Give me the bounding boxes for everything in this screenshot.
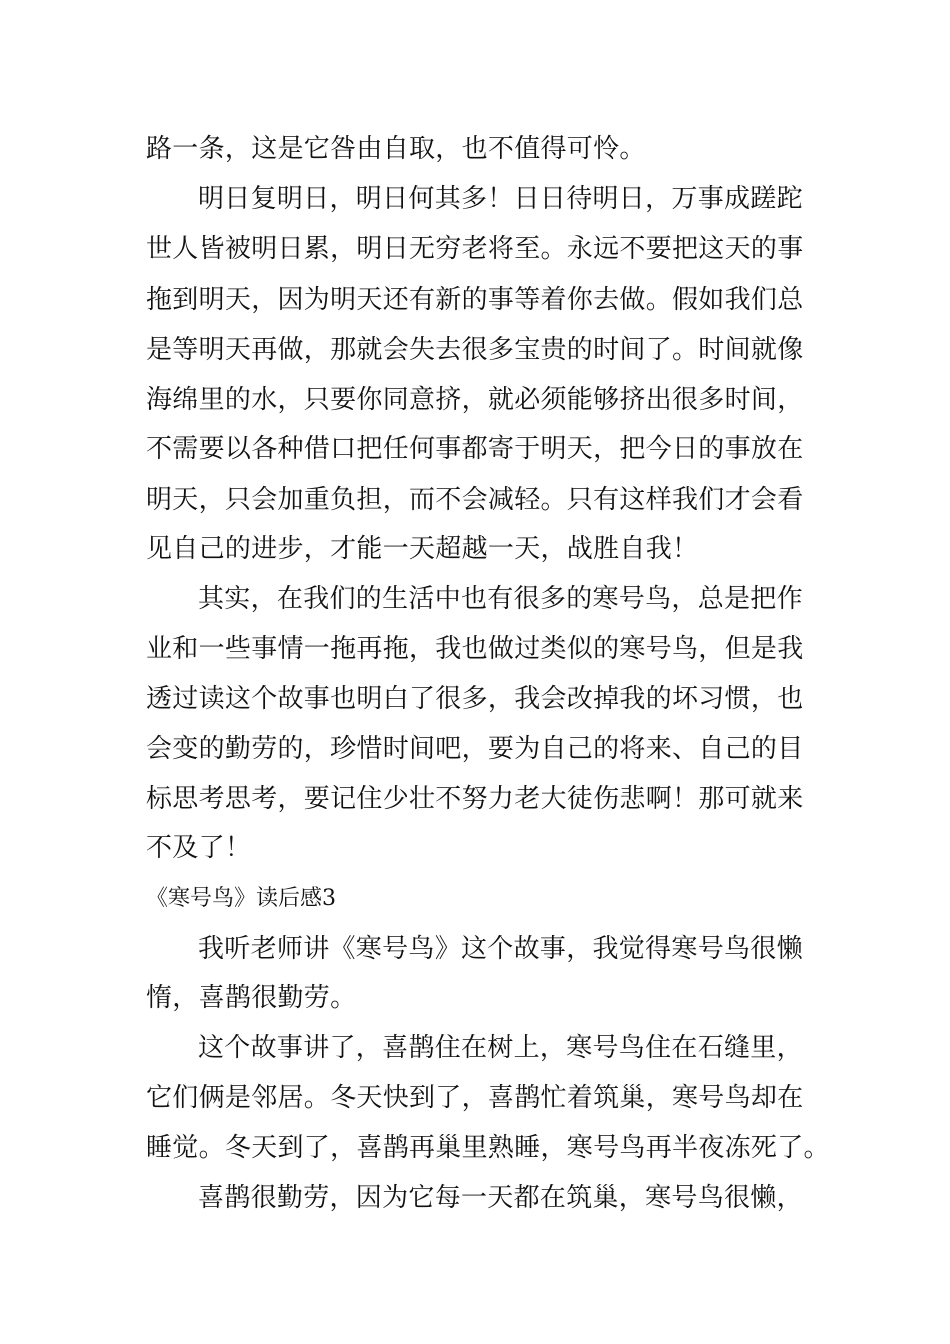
text-line: 透过读这个故事也明白了很多，我会改掉我的坏习惯，也 [146, 684, 804, 714]
section-heading: 《寒号鸟》读后感3 [146, 886, 336, 911]
text-line: 不及了！ [146, 833, 252, 863]
text-line: 是等明天再做，那就会失去很多宝贵的时间了。时间就像 [146, 335, 804, 365]
text-line: 见自己的进步，才能一天超越一天，战胜自我！ [146, 534, 699, 564]
text-line: 标思考思考，要记住少壮不努力老大徒伤悲啊！那可就来 [146, 784, 804, 814]
text-line: 路一条，这是它咎由自取，也不值得可怜。 [146, 134, 646, 164]
text-line: 不需要以各种借口把任何事都寄于明天，把今日的事放在 [146, 434, 804, 464]
paragraph-first-line: 这个故事讲了，喜鹊住在树上，寒号鸟住在石缝里， [198, 1033, 803, 1063]
paragraph-first-line: 其实，在我们的生活中也有很多的寒号鸟，总是把作 [198, 584, 803, 614]
paragraph-first-line: 明日复明日，明日何其多！日日待明日，万事成蹉跎 [198, 184, 803, 214]
text-line: 海绵里的水，只要你同意挤，就必须能够挤出很多时间， [146, 385, 804, 415]
paragraph-first-line: 我听老师讲《寒号鸟》这个故事，我觉得寒号鸟很懒 [198, 934, 803, 964]
text-line: 会变的勤劳的，珍惜时间吧，要为自己的将来、自己的目 [146, 734, 804, 764]
text-line: 业和一些事情一拖再拖，我也做过类似的寒号鸟，但是我 [146, 634, 804, 664]
text-line: 它们俩是邻居。冬天快到了，喜鹊忙着筑巢，寒号鸟却在 [146, 1083, 804, 1113]
text-line: 惰，喜鹊很勤劳。 [146, 983, 357, 1013]
text-line: 世人皆被明日累，明日无穷老将至。永远不要把这天的事 [146, 234, 804, 264]
text-line: 睡觉。冬天到了，喜鹊再巢里熟睡，寒号鸟再半夜冻死了。 [146, 1133, 830, 1163]
text-line: 拖到明天，因为明天还有新的事等着你去做。假如我们总 [146, 285, 804, 315]
text-line: 明天，只会加重负担，而不会减轻。只有这样我们才会看 [146, 485, 804, 515]
paragraph-first-line: 喜鹊很勤劳，因为它每一天都在筑巢，寒号鸟很懒， [198, 1183, 803, 1213]
